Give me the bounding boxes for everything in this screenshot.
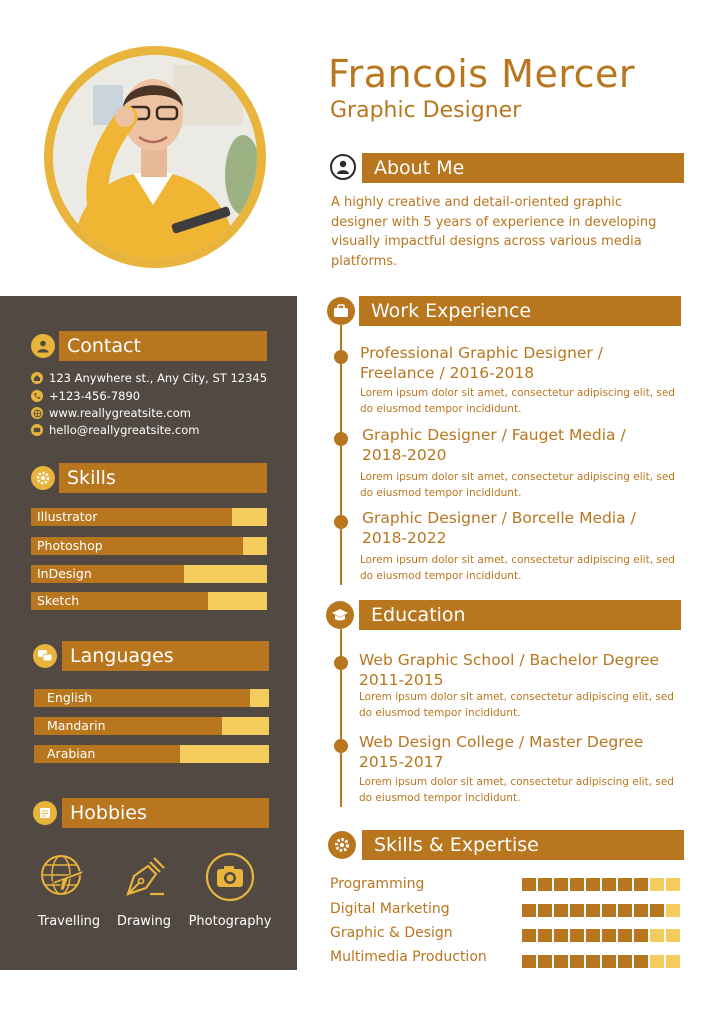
education-entry-title: Web Graphic School / Bachelor Degree 2011-2015 — [359, 651, 660, 689]
expertise-label: Multimedia Production — [330, 949, 487, 965]
language-bar-arabian — [34, 745, 269, 763]
rating-block-filled — [522, 955, 536, 968]
education-entry-desc: Lorem ipsum dolor sit amet, consectetur adipiscing elit, sed do eiusmod tempor incididunt. — [359, 776, 674, 804]
globe-plane-icon — [38, 852, 88, 902]
rating-block-filled — [570, 955, 584, 968]
rating-block-filled — [618, 955, 632, 968]
contact-heading: Contact — [59, 331, 267, 361]
rating-block-filled — [554, 929, 568, 942]
about-heading: About Me — [362, 153, 684, 183]
rating-block-filled — [650, 904, 664, 917]
rating-block-empty — [650, 929, 664, 942]
contact-phone — [31, 389, 140, 403]
mail-icon — [31, 424, 43, 436]
skill-bar-fill: InDesign — [31, 565, 184, 583]
work-heading: Work Experience — [359, 296, 681, 326]
globe-icon — [31, 407, 43, 419]
work-entry-desc: Lorem ipsum dolor sit amet, consectetur adipiscing elit, sed do eiusmod tempor incididunt. — [360, 554, 675, 582]
expertise-heading: Skills & Expertise — [362, 830, 684, 860]
phone-icon — [31, 390, 43, 402]
education-entry-title: Web Design College / Master Degree 2015-2017 — [359, 733, 644, 771]
phone-text: +123-456-7890 — [49, 389, 141, 403]
language-bar-fill: Arabian — [34, 745, 180, 763]
timeline-dot — [334, 515, 348, 529]
hobby-drawing: Drawing — [116, 914, 172, 929]
hobby-photography: Photography — [188, 914, 272, 929]
rating-block-empty — [650, 878, 664, 891]
contact-email[interactable] — [31, 423, 199, 437]
skill-bar-indesign — [31, 565, 267, 583]
expertise-gear-icon — [328, 831, 356, 859]
contact-address — [31, 371, 267, 385]
expertise-label: Graphic & Design — [330, 925, 453, 941]
language-bar-fill: Mandarin — [34, 717, 222, 735]
contact-website[interactable] — [31, 406, 191, 420]
person-icon — [330, 154, 356, 180]
rating-block-filled — [634, 878, 648, 891]
timeline-dot — [334, 350, 348, 364]
rating-block-filled — [602, 955, 616, 968]
rating-block-filled — [538, 929, 552, 942]
timeline-dot — [334, 656, 348, 670]
skill-bar-fill: Sketch — [31, 592, 208, 610]
education-entry-desc: Lorem ipsum dolor sit amet, consectetur adipiscing elit, sed do eiusmod tempor incididunt. — [359, 691, 674, 719]
contact-person-icon — [31, 334, 55, 358]
website-link[interactable]: www.reallygreatsite.com — [49, 406, 192, 420]
rating-block-empty — [666, 904, 680, 917]
timeline-dot — [334, 739, 348, 753]
speech-bubble-icon — [33, 644, 57, 668]
rating-block-filled — [634, 904, 648, 917]
languages-heading: Languages — [62, 641, 269, 671]
pen-nib-icon — [120, 852, 168, 904]
graduation-cap-icon — [326, 601, 354, 629]
rating-block-empty — [666, 929, 680, 942]
rating-block-filled — [554, 955, 568, 968]
expertise-rating — [522, 929, 680, 942]
book-icon — [33, 801, 57, 825]
expertise-rating — [522, 955, 680, 968]
rating-block-filled — [522, 929, 536, 942]
skill-bar-photoshop — [31, 537, 267, 555]
expertise-label: Programming — [330, 876, 425, 892]
work-timeline — [340, 325, 342, 585]
expertise-rating — [522, 878, 680, 891]
skill-bar-fill: Illustrator — [31, 508, 232, 526]
gear-icon — [31, 466, 55, 490]
rating-block-empty — [650, 955, 664, 968]
address-text: 123 Anywhere st., Any City, ST 12345 — [49, 371, 268, 385]
rating-block-filled — [570, 929, 584, 942]
rating-block-filled — [570, 904, 584, 917]
skills-heading: Skills — [59, 463, 267, 493]
timeline-dot — [334, 432, 348, 446]
about-text: A highly creative and detail-oriented graphic designer with 5 years of experience in developing visually impactful designs across various media platforms. — [331, 195, 657, 269]
rating-block-filled — [586, 904, 600, 917]
language-bar-fill: English — [34, 689, 250, 707]
rating-block-empty — [666, 955, 680, 968]
rating-block-filled — [634, 955, 648, 968]
rating-block-filled — [538, 955, 552, 968]
work-entry-title: Professional Graphic Designer / Freelance / 2016-2018 — [360, 344, 603, 382]
hobby-travelling: Travelling — [37, 914, 101, 929]
rating-block-filled — [570, 878, 584, 891]
rating-block-filled — [602, 904, 616, 917]
rating-block-filled — [586, 929, 600, 942]
rating-block-filled — [634, 929, 648, 942]
work-entry-title: Graphic Designer / Fauget Media / 2018-2020 — [362, 426, 626, 464]
rating-block-filled — [602, 878, 616, 891]
rating-block-filled — [586, 955, 600, 968]
skill-bar-illustrator — [31, 508, 267, 526]
expertise-label: Digital Marketing — [330, 901, 450, 917]
rating-block-filled — [554, 878, 568, 891]
briefcase-icon — [327, 297, 355, 325]
rating-block-filled — [602, 929, 616, 942]
rating-block-filled — [618, 878, 632, 891]
rating-block-filled — [522, 904, 536, 917]
work-entry-desc: Lorem ipsum dolor sit amet, consectetur adipiscing elit, sed do eiusmod tempor incididunt. — [360, 471, 675, 499]
profile-photo — [53, 55, 257, 259]
language-bar-mandarin — [34, 717, 269, 735]
rating-block-filled — [522, 878, 536, 891]
rating-block-empty — [666, 878, 680, 891]
rating-block-filled — [618, 929, 632, 942]
education-heading: Education — [359, 600, 681, 630]
email-link[interactable]: hello@reallygreatsite.com — [49, 423, 200, 437]
job-title: Graphic Designer — [330, 98, 522, 123]
work-entry-desc: Lorem ipsum dolor sit amet, consectetur adipiscing elit, sed do eiusmod tempor incididunt. — [360, 387, 675, 415]
rating-block-filled — [554, 904, 568, 917]
home-icon — [31, 372, 43, 384]
work-entry-title: Graphic Designer / Borcelle Media / 2018-2022 — [362, 509, 636, 547]
rating-block-filled — [618, 904, 632, 917]
language-bar-english — [34, 689, 269, 707]
rating-block-filled — [538, 904, 552, 917]
full-name: Francois Mercer — [328, 52, 636, 96]
hobbies-heading: Hobbies — [62, 798, 269, 828]
camera-icon — [205, 852, 255, 906]
rating-block-filled — [586, 878, 600, 891]
skill-bar-sketch — [31, 592, 267, 610]
expertise-rating — [522, 904, 680, 917]
skill-bar-fill: Photoshop — [31, 537, 243, 555]
rating-block-filled — [538, 878, 552, 891]
